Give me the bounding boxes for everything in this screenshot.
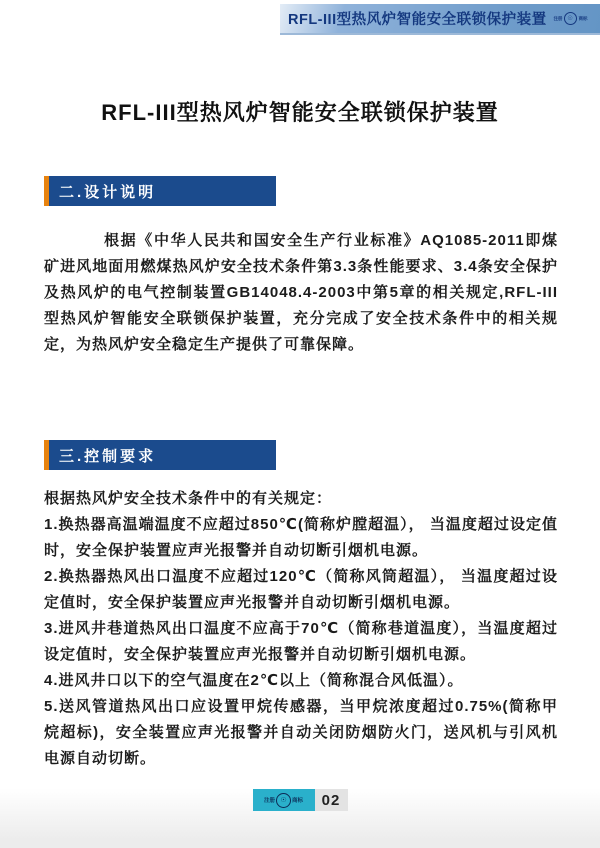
requirement-item: 1.换热器高温端温度不应超过850℃(简称炉膛超温）， 当温度超过设定值时，安全保护装置应声光报警并自动切断引烟机电源。 (44, 516, 558, 559)
requirement-item: 3.进风井巷道热风出口温度不应高于70℃（简称巷道温度），当温度超过设定值时，安全保护装置应声光报警并自动切断引烟机电源。 (44, 620, 558, 663)
footer-trademark-emblem-icon: ☉ (276, 793, 291, 808)
requirement-item: 2.换热器热风出口温度不应超过120℃（简称风筒超温）， 当温度超过设定值时，安全保护装置应声光报警并自动切断引烟机电源。 (44, 568, 558, 611)
footer-trademark-logo (253, 789, 315, 811)
requirement-item: 5.送风管道热风出口应设置甲烷传感器，当甲烷浓度超过0.75%(简称甲烷超标)，安全装置应声光报警并自动关闭防烟防火门，送风机与引风机电源自动切断。 (44, 698, 558, 767)
footer-trademark-right-label: 商标 (292, 798, 304, 804)
trademark-right-label: 商标 (578, 16, 588, 22)
page-footer (0, 789, 600, 811)
requirement-item: 4.进风井口以下的空气温度在2℃以上（简称混合风低温）。 (44, 672, 464, 689)
page-title: RFL-III型热风炉智能安全联锁保护装置 (101, 100, 499, 125)
requirements-intro: 根据热风炉安全技术条件中的有关规定： (44, 490, 333, 507)
section-heading-control-label: 三.控制要求 (59, 447, 157, 465)
trademark-emblem-icon: ☉ (564, 12, 577, 25)
section-heading-design (44, 176, 276, 206)
footer-trademark-left-label: 注册 (263, 798, 275, 804)
control-requirements-block (44, 486, 558, 772)
page-number: 02 (315, 789, 348, 811)
header-title: RFL-III型热风炉智能安全联锁保护装置 (288, 12, 547, 28)
trademark-left-label: 注册 (553, 16, 563, 22)
trademark-logo (553, 12, 588, 25)
section-heading-control (44, 440, 276, 470)
section-heading-design-label: 二.设计说明 (59, 183, 157, 201)
design-description-paragraph: 根据《中华人民共和国安全生产行业标准》AQ1085-2011即煤矿进风地面用燃煤热风炉安全技术条件第3.3条性能要求、3.4条安全保护及热风炉的电气控制装置GB14048.4-2003中第5章的相关规定,RFL-III型热风炉智能安全联锁保护装置，充分完成了安全技术条件中的相关规定，为热风炉安全稳定生产提供了可靠保障。 (44, 232, 558, 353)
page-header-bar (280, 4, 600, 35)
